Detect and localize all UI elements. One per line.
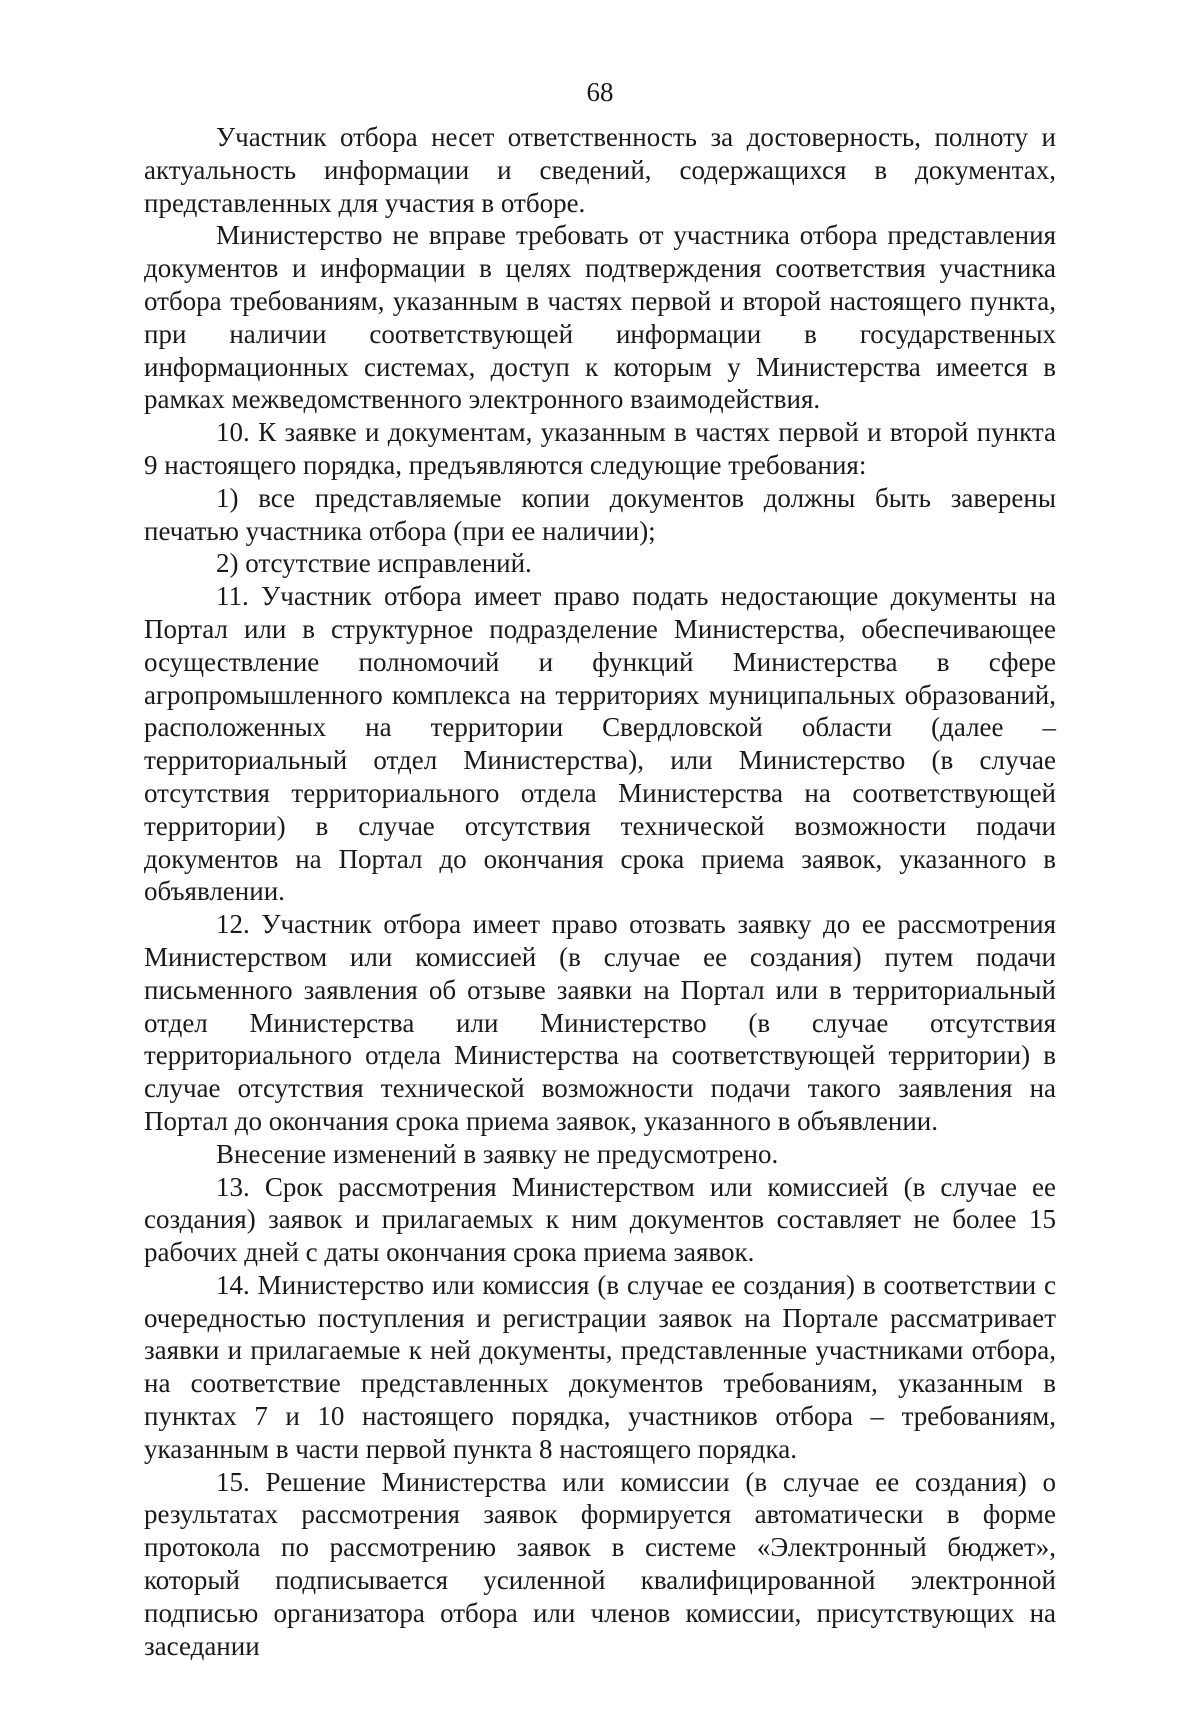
paragraph-item-13: 13. Срок рассмотрения Министерством или комиссией (в случае ее создания) заявок и прилагаемых к ним документов составляет не более 15 рабочих дней с даты окончания срока приема заявок.: [144, 1171, 1056, 1268]
paragraph-item-10: 10. К заявке и документам, указанным в частях первой и второй пункта 9 настоящего порядка, предъявляются следующие требования:: [144, 417, 1056, 480]
paragraph-ministry-not-entitled: Министерство не вправе требовать от участника отбора представления документов и информации в целях подтверждения соответствия участника отбора требованиям, указанным в частях первой и второй настоящего пункта, при наличии соответствующей информации в государственных информационных системах, доступ к которым у Министерства имеется в рамках межведомственного электронного взаимодействия.: [144, 220, 1056, 415]
paragraph-item-10-sub-1: 1) все представляемые копии документов должны быть заверены печатью участника отбора (при ее наличии);: [144, 482, 1056, 546]
paragraph-item-10-sub-2: 2) отсутствие исправлений.: [216, 548, 532, 579]
paragraph-item-15: 15. Решение Министерства или комиссии (в случае ее создания) о результатах рассмотрения заявок формируется автоматически в форме протокола по рассмотрению заявок в системе «Электронный бюджет», который подписывается усиленной квалифицированной электронной подписью организатора отбора или членов комиссии, присутствующих на заседании: [144, 1466, 1056, 1661]
paragraph-item-11: 11. Участник отбора имеет право подать недостающие документы на Портал или в структурное подразделение Министерства, обеспечивающее осуществление полномочий и функций Министерства в сфере агропромышленного комплекса на территориях муниципальных образований, расположенных на территории Свердловской области (далее – территориальный отдел Министерства), или Министерство (в случае отсутствия территориального отдела Министерства на соответствующей территории) в случае отсутствия технической возможности подачи документов на Портал до окончания срока приема заявок, указанного в объявлении.: [144, 581, 1056, 907]
paragraph-participant-responsibility: Участник отбора несет ответственность за достоверность, полноту и актуальность информации и сведений, содержащихся в документах, представленных для участия в отборе.: [144, 122, 1056, 218]
paragraph-item-14: 14. Министерство или комиссия (в случае ее создания) в соответствии с очередностью поступления и регистрации заявок на Портале рассматривает заявки и прилагаемые к ней документы, представленные участниками отбора, на соответствие представленных документов требованиям, указанным в пунктах 7 и 10 настоящего порядка, участников отбора – требованиям, указанным в части первой пункта 8 настоящего порядка.: [144, 1269, 1056, 1464]
document-body: [144, 121, 1056, 1662]
paragraph-item-12: 12. Участник отбора имеет право отозвать заявку до ее рассмотрения Министерством или комиссией (в случае ее создания) путем подачи письменного заявления об отзыве заявки на Портал или в территориальный отдел Министерства или Министерство (в случае отсутствия территориального отдела Министерства на соответствующей территории) в случае отсутствия технической возможности подачи такого заявления на Портал до окончания срока приема заявок, указанного в объявлении.: [144, 909, 1056, 1136]
page-number: 68: [586, 77, 614, 107]
paragraph-no-changes: Внесение изменений в заявку не предусмотрено.: [216, 1138, 779, 1169]
